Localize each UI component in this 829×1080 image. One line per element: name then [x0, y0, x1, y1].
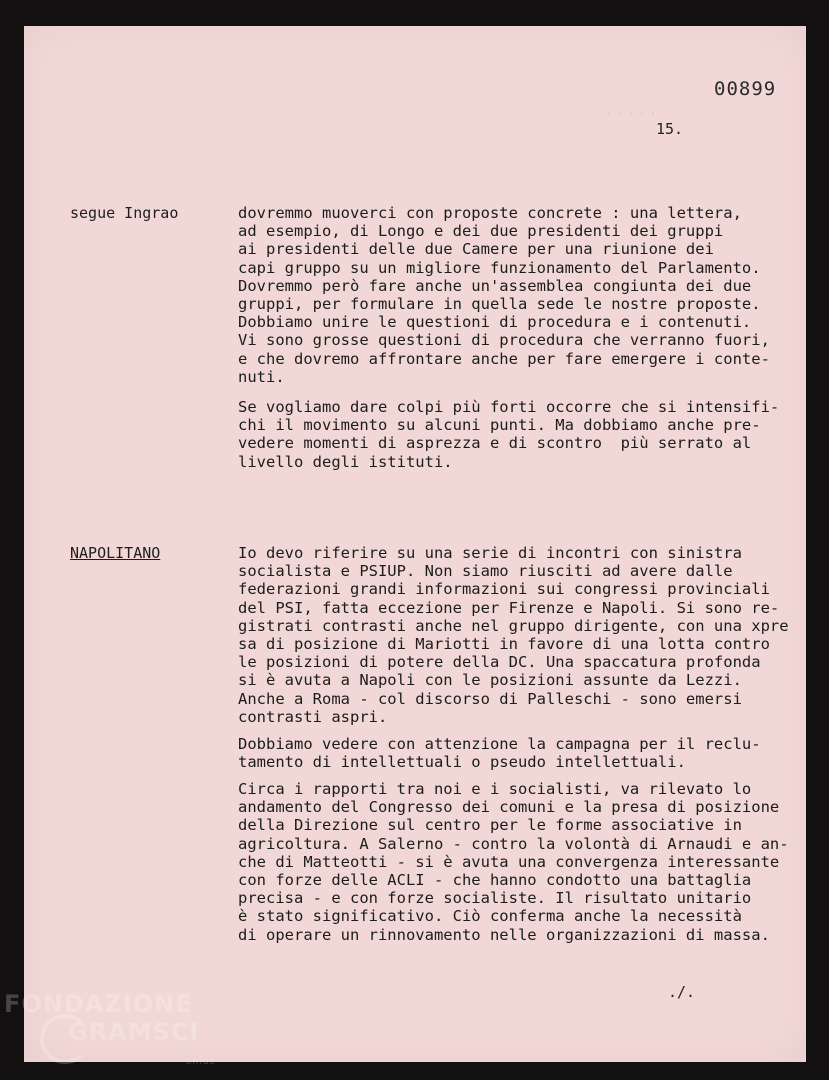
paragraph: dovremmo muoverci con proposte concrete : una lettera, ad esempio, di Longo e dei due presidenti dei gruppi ai presidenti delle due Camere per una riunione dei capi gruppo su un migliore funzionamento del Parlamento. Dovremmo però fare anche un'assemblea congiunta dei due gruppi, per formulare in quella sede le nostre proposte. Dobbiamo unire le questioni di procedura e i contenuti. Vi sono grosse questioni di procedura che verranno fuori, e che dovremo affrontare anche per fare emergere i conte- nuti. [238, 204, 770, 386]
speaker-label: segue Ingrao [70, 204, 179, 222]
archive-number-stamp: 00899 [714, 78, 777, 100]
watermark-line2: GRAMSCI [68, 1018, 200, 1046]
paragraph: Io devo riferire su una serie di incontri con sinistra socialista e PSIUP. Non siamo riusciti ad avere dalle federazioni grandi informazioni sui congressi provinciali del PSI, fatta eccezione per Firenze e Napoli. Si sono re- gistrati contrasti anche nel gruppo dirigente, con una xpre sa di posizione di Mariotti in favore di una lotta contro le posizioni di potere della DC. Una spaccatura profonda si è avuta a Napoli con le posizioni assunte da Lezzi. Anche a Roma - col discorso di Palleschi - sono emersi contrasti aspri. [238, 544, 789, 726]
bleed-through-text: ····· [604, 104, 659, 125]
paragraph: Se vogliamo dare colpi più forti occorre che si intensifi- chi il movimento su alcuni punti. Ma dobbiamo anche pre- vedere momenti di asprezza e di scontro più serrato al livello degli istituti. [238, 398, 780, 471]
page-number: 15. [656, 120, 684, 138]
paragraph: Circa i rapporti tra noi e i socialisti, va rilevato lo andamento del Congresso dei comuni e la presa di posizione della Direzione sul centro per le forme associative in agricoltura. A Salerno - contro la volontà di Arnaudi e an- che di Matteotti - si è avuta una convergenza interessante con forze delle ACLI - che hanno condotto una battaglia precisa - e con forze socialiste. Il risultato unitario è stato significativo. Ciò conferma anche la necessità di operare un rinnovamento nelle organizzazioni di massa. [238, 780, 789, 944]
watermark-line1: FONDAZIONE [4, 990, 193, 1018]
continuation-mark: ./. [668, 983, 696, 1001]
speaker-label: NAPOLITANO [70, 544, 161, 562]
document-page [24, 26, 806, 1062]
gramsci-g-icon [40, 1014, 90, 1064]
watermark-suffix: onlus [186, 1057, 216, 1067]
paragraph: Dobbiamo vedere con attenzione la campagna per il reclu- tamento di intellettuali o pseudo intellettuali. [238, 735, 761, 772]
archive-watermark-logo [4, 990, 216, 1067]
